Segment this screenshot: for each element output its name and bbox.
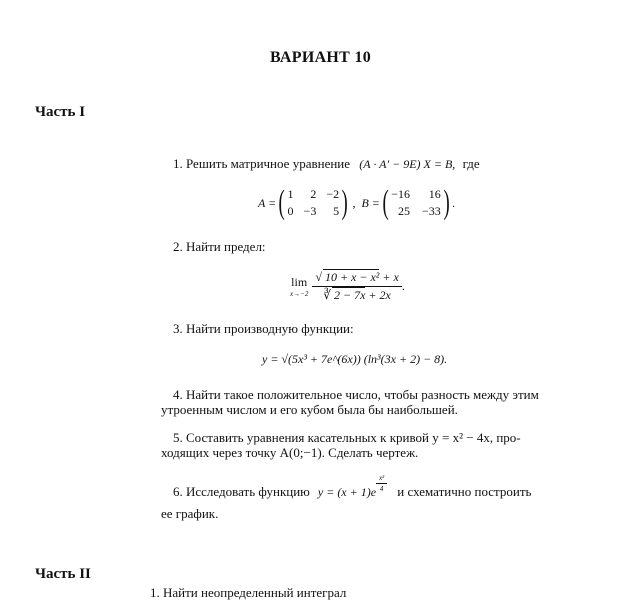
- matrix-b-label: B =: [361, 195, 380, 210]
- question-4-line-1: 4. Найти такое положительное число, чтобы разность между этим: [173, 387, 539, 402]
- matrix-a: ( 1 2 −2 0 −3 5 ): [278, 184, 348, 221]
- question-2-limit: lim x→−2 $\frac{\text{√ 10 + x − x² + x}}{∛ 2 - 7x + 2x}$ .: [290, 270, 405, 302]
- question-3-equation: y = √(5x³ + 7e^(6x)) (ln³(3x + 2) − 8).: [262, 352, 448, 366]
- question-6-text-end: и схематично построить: [397, 484, 532, 499]
- page-title: ВАРИАНТ 10: [269, 49, 372, 66]
- matrix-b-cell: −33: [421, 204, 441, 218]
- denominator-root: 2 − 7x: [333, 288, 366, 302]
- matrix-a-label: A =: [258, 195, 277, 210]
- denominator-tail: + 2x: [368, 288, 391, 302]
- matrix-b: ( −16 16 25 −33 ): [382, 184, 450, 221]
- part-1-heading: Часть I: [35, 104, 86, 120]
- part-2-question-1-cut: 1. Найти неопределенный интеграл: [150, 585, 347, 600]
- question-2-text: 2. Найти предел:: [173, 239, 266, 254]
- matrix-a-cell: 0: [287, 204, 294, 218]
- question-1-where: где: [462, 156, 480, 171]
- matrix-a-cell: 2: [310, 187, 317, 201]
- matrix-a-cell: −2: [326, 187, 340, 201]
- numerator-root: 10 + x − x²: [324, 270, 380, 284]
- question-6-function: y = (x + 1)e: [317, 484, 377, 499]
- limit-fraction: $\frac{\text{√ 10 + x − x² + x}}{∛ 2 - 7x + 2x}$: [312, 270, 401, 303]
- matrix-b-cell: 16: [428, 187, 441, 201]
- question-6-exponent: $\frac{\text{x²}}{4}$: [376, 474, 387, 493]
- matrix-a-cell: 1: [287, 187, 294, 201]
- question-5-line-2: ходящих через точку A(0;−1). Сделать чертеж.: [161, 445, 419, 460]
- numerator-tail: + x: [382, 270, 399, 284]
- matrix-a-cell: −3: [303, 204, 317, 218]
- matrices: A = ( 1 2 −2 0 −3 5 ) , B = ( −16 16 25 −33 ) .: [258, 184, 456, 221]
- question-1-text: 1. Решить матричное уравнение: [173, 156, 351, 171]
- question-1-equation: (A · A′ − 9E) X = B,: [359, 157, 456, 171]
- lim-symbol: lim: [291, 275, 308, 289]
- question-6-text: 6. Исследовать функцию: [173, 484, 310, 499]
- question-5-line-1: 5. Составить уравнения касательных к кривой y = x² − 4x, про-: [173, 430, 521, 445]
- matrix-b-cell: 25: [397, 204, 410, 218]
- question-4-line-2: утроенным числом и его кубом была бы наибольшей.: [161, 402, 458, 417]
- lim-subscript: x→−2: [290, 290, 309, 298]
- question-1: [173, 156, 480, 172]
- matrix-b-cell: −16: [391, 187, 410, 201]
- question-6-line-2: ее график.: [161, 506, 219, 521]
- question-3-text: 3. Найти производную функции:: [173, 321, 354, 336]
- part-2-heading: Часть II: [35, 566, 91, 582]
- question-6-line-1: [173, 473, 532, 500]
- matrix-a-cell: 5: [333, 204, 340, 218]
